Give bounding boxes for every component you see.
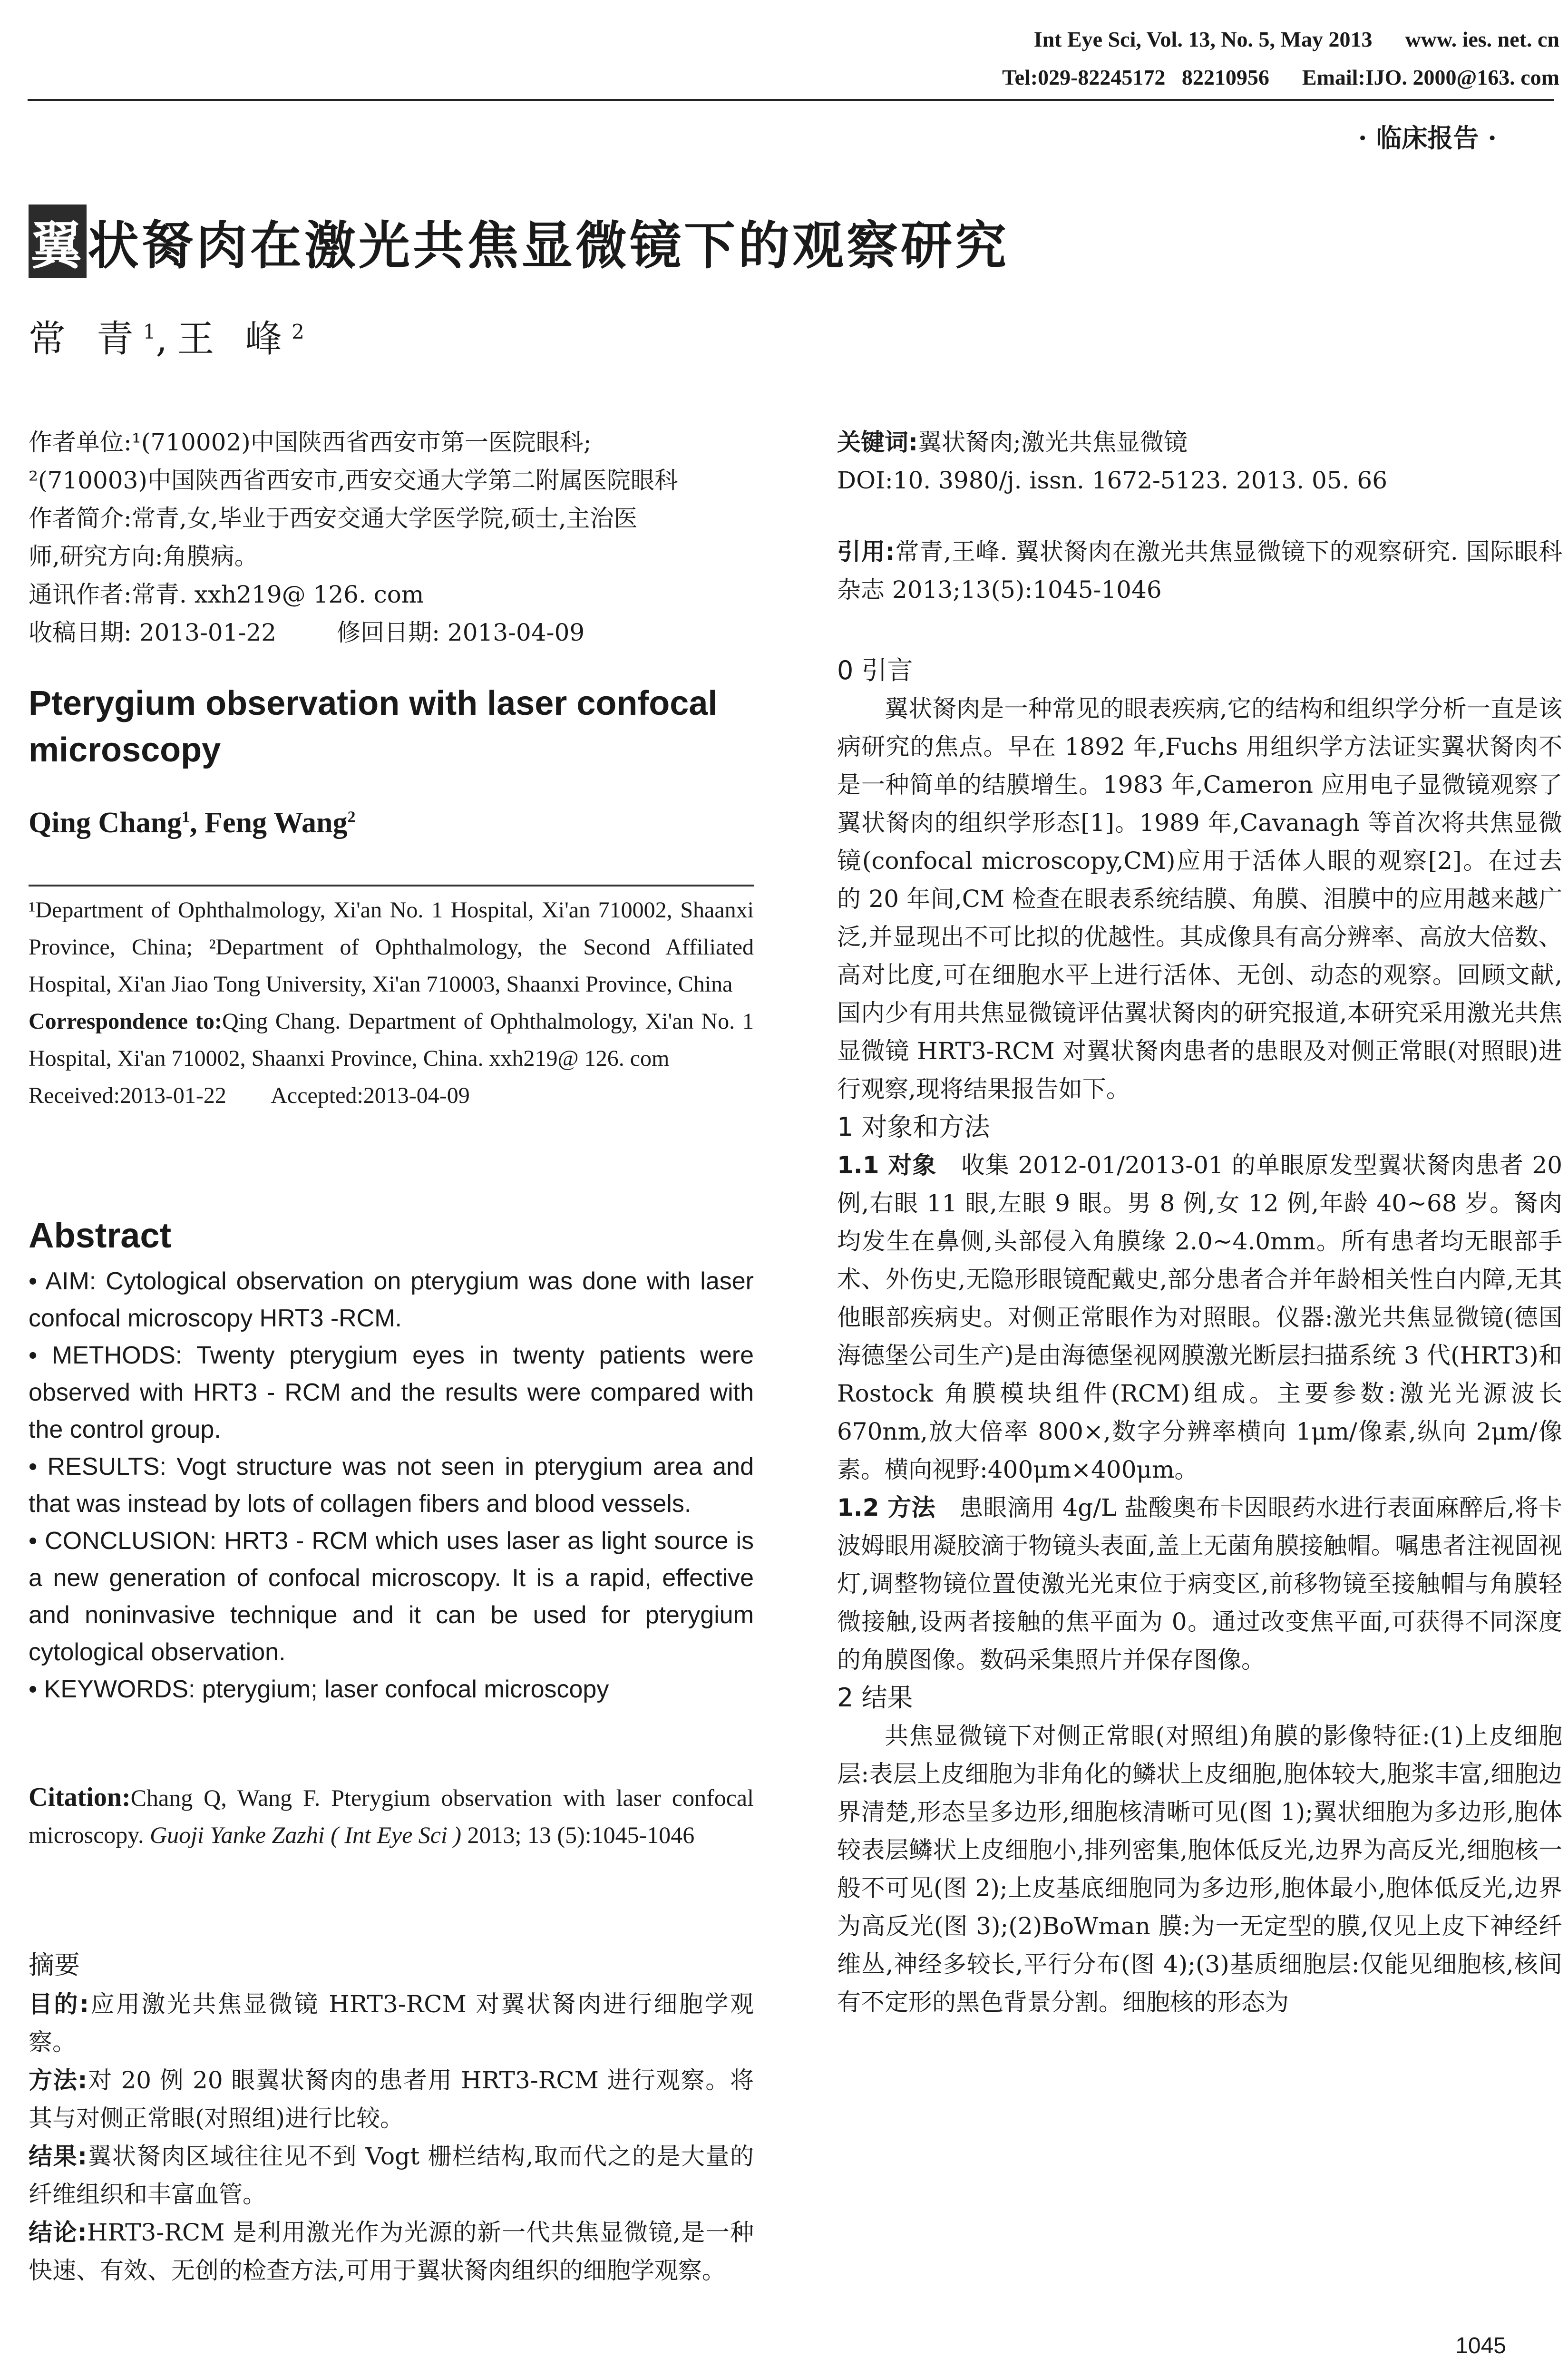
journal-header-line1: Int Eye Sci, Vol. 13, No. 5, May 2013 www. ies. net. cn	[1033, 27, 1559, 51]
affiliation-rule	[29, 885, 754, 887]
keywords-block: 关键词:翼状胬肉;激光共焦显微镜 DOI:10. 3980/j. issn. 1672-5123. 2013. 05. 66	[837, 423, 1562, 499]
page-number: 1045	[1455, 2333, 1506, 2358]
abstract-body	[29, 1263, 754, 1708]
article-title	[29, 205, 1009, 278]
abstract-results: • RESULTS: Vogt structure was not seen in pterygium area and that was instead by lots of collagen fibers and blood vessels.	[29, 1453, 754, 1518]
english-authors: Qing Chang$^1$, Feng Wang$^2$	[29, 807, 356, 839]
section-intro-heading: 0 引言	[837, 655, 913, 685]
header-rule	[28, 99, 1554, 101]
abstract-aim: • AIM: Cytological observation on pterygium was done with laser confocal microscopy HRT3 -RCM.	[29, 1267, 754, 1332]
english-title: Pterygium observation with laser confocal microscopy	[29, 684, 718, 769]
main-text: 0 引言 翼状胬肉是一种常见的眼表疾病,它的结构和组织学分析一直是该病研究的焦点。早在 1892 年,Fuchs 用组织学方法证实翼状胬肉不是一种简单的结膜增生。1983 年,Cameron 应用电子显微镜观察了翼状胬肉的组织学形态[1]。1989 年,Cavanagh 等首次将共焦显微镜(confocal microscopy,CM)应用于活体人眼的观察[2]。在过去的 20 年间,CM 检查在眼表系统结膜、角膜、泪膜中的应用越来越广泛,并显现出不可比拟的优越性。其成像具有高分辨率、高放大倍数、高对比度,可在细胞水平上进行活体、无创、动态的观察。回顾文献,国内少有用共焦显微镜评估翼状胬肉的研究报道,本研究采用激光共焦显微镜 HRT3-RCM 对翼状胬肉患者的患眼及对侧正常眼(对照眼)进行观察,现将结果报告如下。 1 对象和方法 1.1 对象 收集 2012-01/2013-01 的单眼原发型翼状胬肉患者 20 例,右眼 11 眼,左眼 9 眼。男 8 例,女 12 例,年龄 40~68 岁。胬肉均发生在鼻侧,头部侵入角膜缘 2.0~4.0mm。所有患者均无眼部手术、外伤史,无隐形眼镜配戴史,部分患者合并年龄相关性白内障,无其他眼部疾病史。对侧正常眼作为对照眼。仪器:激光共焦显微镜(德国海德堡公司生产)是由海德堡视网膜激光断层扫描系统 3 代(HRT3)和 Rostock 角膜模块组件(RCM)组成。主要参数:激光光源波长 670nm,放大倍率 800×,数字分辨率横向 1μm/像素,纵向 2μm/像素。横向视野:400μm×400μm。 1.2 方法 患眼滴用 4g/L 盐酸奥布卡因眼药水进行表面麻醉后,将卡波姆眼用凝胶滴于物镜头表面,盖上无菌角膜接触帽。嘱患者注视固视灯,调整物镜位置使激光光束位于病变区,前移物镜至接触帽与角膜轻微接触,设两者接触的焦平面为 0。通过改变焦平面,可获得不同深度的角膜图像。数码采集照片并保存图像。 2 结果 共焦显微镜下对侧正常眼(对照组)角膜的影像特征:(1)上皮细胞层:表层上皮细胞为非角化的鳞状上皮细胞,胞体较大,胞浆丰富,细胞边界清楚,形态呈多边形,细胞核清晰可见(图 1);翼状细胞为多边形,胞体较表层鳞状上皮细胞小,排列密集,胞体低反光,边界为高反光,细胞核一般不可见(图 2);上皮基底细胞同为多边形,胞体最小,胞体低反光,边界为高反光(图 3);(2)BoWman 膜:为一无定型的膜,仅见上皮下神经纤维丛,神经多较长,平行分布(图 4);(3)基质细胞层:仅能见细胞核,核间有不定形的黑色背景分割。细胞核的形态为	[837, 652, 1562, 2021]
title-rest: 状胬肉在激光共焦显微镜下的观察研究	[88, 216, 1010, 276]
doi: DOI:10. 3980/j. issn. 1672-5123. 2013. 05. 66	[837, 467, 1388, 494]
abstract-conclusion: • CONCLUSION: HRT3 - RCM which uses laser as light source is a new generation of confocal microscopy. It is a rapid, effective and noninvasive technique and it can be used for pterygium cytological observation.	[29, 1527, 754, 1666]
section-methods-heading: 1 对象和方法	[837, 1112, 990, 1142]
author-info: 作者单位:¹(710002)中国陕西省西安市第一医院眼科; ²(710003)中国陕西省西安市,西安交通大学第二附属医院眼科 作者简介:常青,女,毕业于西安交通大学医学院,硕士,主治医 师,研究方向:角膜病。 通讯作者:常青. xxh219@ 126. com 收稿日期: 2013-01-22 修回日期: 2013-04-09	[29, 429, 678, 646]
results-paragraph: 共焦显微镜下对侧正常眼(对照组)角膜的影像特征:(1)上皮细胞层:表层上皮细胞为非角化的鳞状上皮细胞,胞体较大,胞浆丰富,细胞边界清楚,形态呈多边形,细胞核清晰可见(图 1);翼状细胞为多边形,胞体较表层鳞状上皮细胞小,排列密集,胞体低反光,边界为高反光,细胞核一般不可见(图 2);上皮基底细胞同为多边形,胞体最小,胞体低反光,边界为高反光(图 3);(2)BoWman 膜:为一无定型的膜,仅见上皮下神经纤维丛,神经多较长,平行分布(图 4);(3)基质细胞层:仅能见细胞核,核间有不定形的黑色背景分割。细胞核的形态为	[837, 1722, 1562, 2016]
cite-block-cn: 引用:常青,王峰. 翼状胬肉在激光共焦显微镜下的观察研究. 国际眼科杂志 2013;13(5):1045-1046	[837, 538, 1563, 604]
abstract-heading: Abstract	[29, 1216, 172, 1255]
abstract-keywords: • KEYWORDS: pterygium; laser confocal microscopy	[29, 1676, 609, 1703]
section-tag: · 临床报告 ·	[1358, 123, 1497, 153]
intro-paragraph: 翼状胬肉是一种常见的眼表疾病,它的结构和组织学分析一直是该病研究的焦点。早在 1892 年,Fuchs 用组织学方法证实翼状胬肉不是一种简单的结膜增生。1983 年,Cameron 应用电子显微镜观察了翼状胬肉的组织学形态[1]。1989 年,Cavanagh 等首次将共焦显微镜(confocal microscopy,CM)应用于活体人眼的观察[2]。在过去的 20 年间,CM 检查在眼表系统结膜、角膜、泪膜中的应用越来越广泛,并显现出不可比拟的优越性。其成像具有高分辨率、高放大倍数、高对比度,可在细胞水平上进行活体、无创、动态的观察。回顾文献,国内少有用共焦显微镜评估翼状胬肉的研究报道,本研究采用激光共焦显微镜 HRT3-RCM 对翼状胬肉患者的患眼及对侧正常眼(对照眼)进行观察,现将结果报告如下。	[837, 695, 1562, 1103]
abstract-methods: • METHODS: Twenty pterygium eyes in twenty patients were observed with HRT3 - RCM and the results were compared with the control group.	[29, 1342, 754, 1443]
title-initial: 翼	[29, 205, 87, 278]
journal-header-line2: Tel:029-82245172 82210956 Email:IJO. 2000@163. com	[1002, 65, 1559, 89]
citation-en: Citation:Chang Q, Wang F. Pterygium observation with laser confocal microscopy. Guoji Yanke Zazhi ( Int Eye Sci ) 2013; 13 (5):1045-1046	[29, 1783, 754, 1848]
authors-cn: 常 青$^1$,王 峰$^2$	[29, 318, 304, 360]
affiliations: ¹Department of Ophthalmology, Xi'an No. 1 Hospital, Xi'an 710002, Shaanxi Province, China; ²Department of Ophthalmology, the Second Affiliated Hospital, Xi'an Jiao Tong University, Xi'an 710003, Shaanxi Province, China Correspondence to:Qing Chang. Department of Ophthalmology, Xi'an No. 1 Hospital, Xi'an 710002, Shaanxi Province, China. xxh219@ 126. com Received:2013-01-22 Accepted:2013-04-09	[29, 897, 754, 1108]
zh-abstract: 摘要 目的:应用激光共焦显微镜 HRT3-RCM 对翼状胬肉进行细胞学观察。 方法:对 20 例 20 眼翼状胬肉的患者用 HRT3-RCM 进行观察。将其与对侧正常眼(对照组)进行比较。 结果:翼状胬肉区域往往见不到 Vogt 栅栏结构,取而代之的是大量的纤维组织和丰富血管。 结论:HRT3-RCM 是利用激光作为光源的新一代共焦显微镜,是一种快速、有效、无创的检查方法,可用于翼状胬肉组织的细胞学观察。	[29, 1950, 754, 2284]
section-results-heading: 2 结果	[837, 1683, 913, 1713]
